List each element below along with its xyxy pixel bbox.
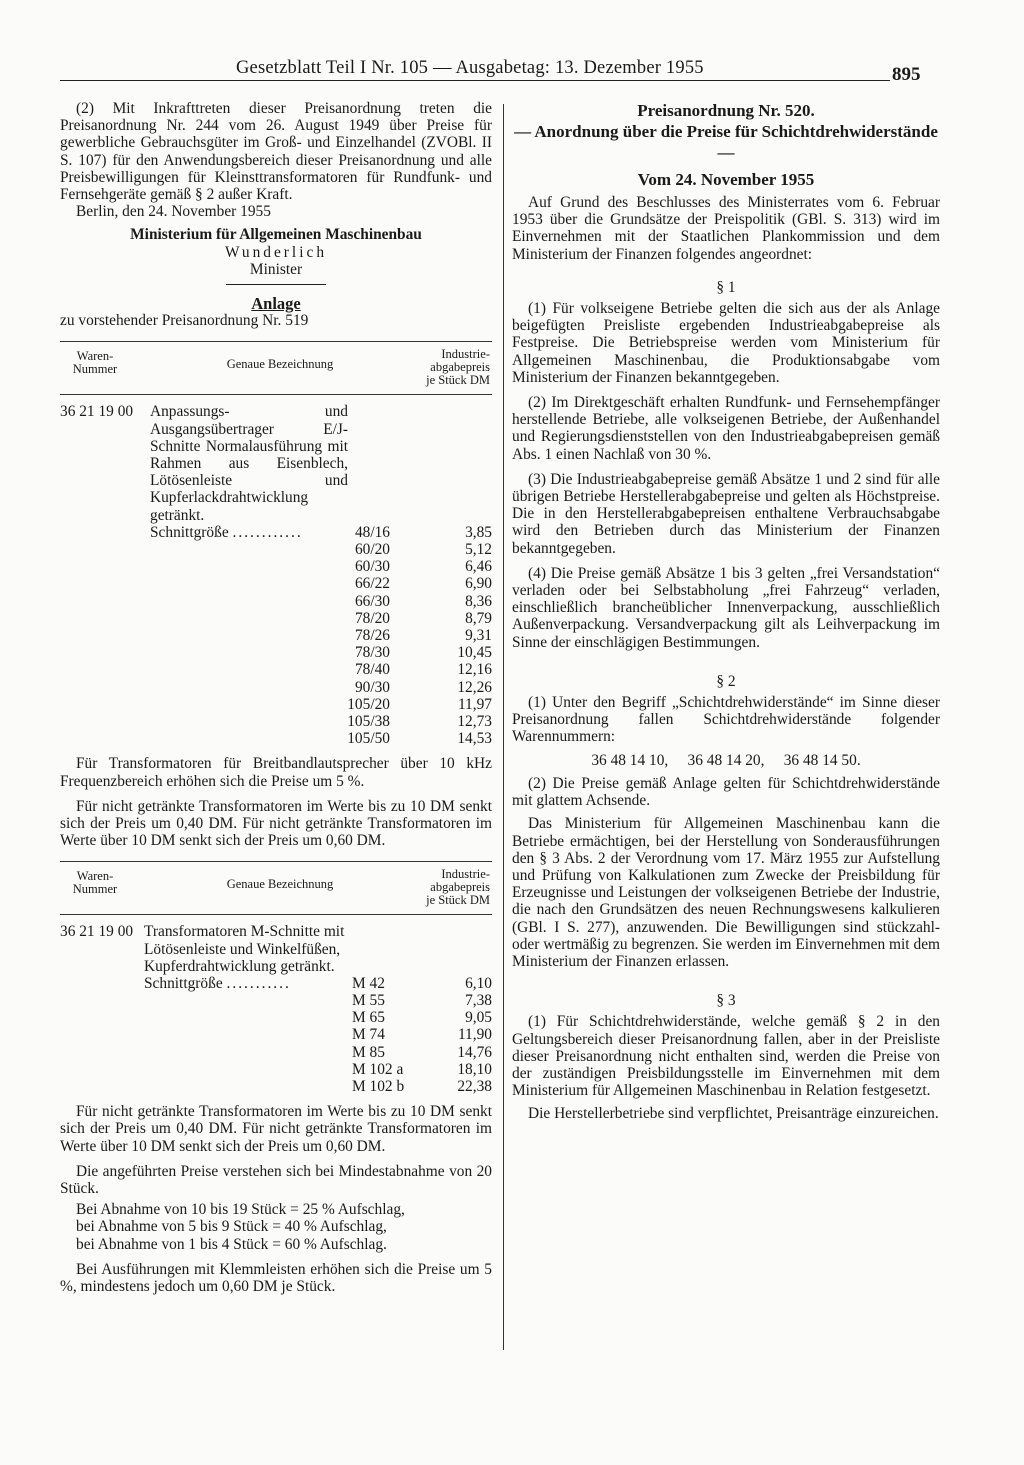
price-value: 14,53	[457, 730, 492, 748]
price-value: 5,12	[465, 541, 492, 559]
size-price-row	[60, 558, 492, 575]
size-value: M 55	[352, 992, 385, 1010]
size-price-row	[60, 661, 492, 678]
price-value: 8,79	[465, 609, 492, 627]
price-value: 10,45	[457, 644, 492, 662]
price-value: 9,31	[465, 626, 492, 644]
page-number: 895	[892, 64, 921, 85]
table2-item	[60, 923, 492, 975]
gazette-header-title: Gesetzblatt Teil I Nr. 105 — Ausgabetag: 13. Dezember 1955	[236, 58, 704, 78]
size-price-row	[60, 992, 492, 1009]
note-untreated-1: Für nicht getränkte Transformatoren im Werte bis zu 10 DM senkt sich der Preis um 0,40 DM. Für nicht getränkte Transformatoren im Werte über 10 DM senkt sich der Preis um 0,60 DM.	[60, 797, 492, 850]
size-value: M 102 a	[352, 1060, 404, 1078]
size-value: 78/30	[354, 644, 390, 662]
place-date: Berlin, den 24. November 1955	[76, 203, 271, 221]
price-value: 8,36	[465, 592, 492, 610]
section-2-para-1: (1) Unter den Begriff „Schichtdrehwiderstände“ im Sinne dieser Preisanordnung fallen Schichtdrehwiderstände folgender Warennummern:	[512, 694, 940, 746]
section-1-para-3: (3) Die Industrieabgabepreise gemäß Absätze 1 und 2 sind für alle übrigen Betriebe Herstellerabgabepreise und gelten als Höchstpreise. Die in den Herstellerabgabepreisen enthaltene Verbrauchsabgabe wird den Betrieben durch das Ministerium der Finanzen bekanntgegeben.	[512, 470, 940, 557]
surcharge-line: Bei Abnahme von 10 bis 19 Stück = 25 % Aufschlag,	[76, 1201, 405, 1219]
size-price-row	[60, 1078, 492, 1095]
size-price-row	[60, 730, 492, 747]
size-price-row	[60, 1026, 492, 1043]
price-value: 11,90	[457, 1026, 492, 1044]
price-value: 12,26	[457, 678, 492, 696]
note-untreated-2: Für nicht getränkte Transformatoren im Werte bis zu 10 DM senkt sich der Preis um 0,40 DM. Für nicht getränkte Transformatoren im Werte über 10 DM senkt sich der Preis um 0,60 DM.	[60, 1103, 492, 1155]
section-2-para-2: (2) Die Preise gemäß Anlage gelten für Schichtdrehwiderstände mit glattem Achsende.	[512, 774, 940, 810]
surcharge-line: bei Abnahme von 1 bis 4 Stück = 60 % Aufschlag.	[76, 1235, 387, 1253]
size-price-row	[60, 644, 492, 661]
price-value: 6,10	[465, 974, 492, 992]
section-1-heading: § 1	[716, 278, 736, 296]
size-price-row	[60, 1044, 492, 1061]
size-value: M 42	[352, 974, 385, 992]
item-description: Anpassungs- und Ausgangsübertrager E/J-Schnitte Normalausführung mit Rahmen aus Eisenblech, Lötösenleiste und Kupferlackdrahtwicklung getränkt.	[150, 403, 348, 524]
signature-rule	[226, 284, 326, 285]
table2-size-list	[60, 975, 492, 1095]
section-1-para-4: (4) Die Preise gemäß Absätze 1 bis 3 gelten „frei Versandstation“ verladen oder bei Selbstabholung „frei Fahrzeug“ verladen, einschließlich brancheüblicher Innenverpackung, ausschließlich Außenverpackung. Versandverpackung gilt als Leihverpackung im Sinne der einschlägigen Bestimmungen.	[512, 564, 940, 651]
right-column	[512, 100, 940, 1123]
size-value: 78/40	[354, 661, 390, 679]
section-2-heading: § 2	[716, 672, 736, 690]
col-header-description: Genaue Bezeichnung	[226, 357, 334, 372]
size-value: M 102 b	[352, 1078, 405, 1096]
section-3-para-2: Die Herstellerbetriebe sind verpflichtet, Preisanträge einzureichen.	[528, 1105, 939, 1123]
paragraph-2: (2) Mit Inkrafttreten dieser Preisanordnung treten die Preisanordnung Nr. 244 vom 26. August 1949 über Preise für gewerbliche Gebrauchsgüter im Groß- und Einzelhandel (ZVOBl. II S. 107) für den Anwendungsbereich dieser Preisanordnung und alle Preisbewilligungen für Kleinsttransformatoren für Rundfunk- und Fernsehgeräte gemäß § 2 außer Kraft.	[60, 100, 492, 204]
size-price-row	[60, 1009, 492, 1026]
size-value: 105/20	[347, 695, 390, 713]
section-3-heading: § 3	[716, 992, 736, 1010]
size-value: 48/16	[354, 523, 390, 541]
item-number: 36 21 19 00	[60, 923, 134, 941]
item-description: Transformatoren M-Schnitte mit Lötösenleiste und Winkelfüßen, Kupferdrahtwicklung getränkt.	[144, 923, 345, 975]
section-2-para-3: Das Ministerium für Allgemeinen Maschinenbau kann die Betriebe ermächtigen, bei der Herstellung von Sonderausführungen den § 3 Abs. 2 der Verordnung vom 17. März 1955 zur Aufstellung und Prüfung von Kalkulationen zum Zwecke der Preisbildung für Erzeugnisse und Leistungen der volkseigenen Betriebe der Industrie, die nach den Grundsätzen des neuen Rechnungswesens kalkulieren (GBl. I S. 277), anzuwenden. Die Bewilligungen sind stückzahl- oder wertmäßig zu begrenzen. Sie werden im Einvernehmen mit dem Ministerium der Finanzen erlassen.	[512, 815, 940, 970]
item-number: 36 21 19 00	[60, 403, 134, 421]
size-price-row	[60, 713, 492, 730]
price-value: 6,46	[465, 558, 492, 576]
size-label: Schnittgröße ............	[150, 523, 303, 541]
size-value: 66/30	[354, 592, 390, 610]
signer-name: Wunderlich	[224, 243, 328, 261]
surcharge-line: bei Abnahme von 5 bis 9 Stück = 40 % Aufschlag,	[76, 1218, 387, 1236]
price-value: 12,16	[457, 661, 492, 679]
header-rule	[60, 80, 890, 81]
col-header-price: Industrie- abgabepreis je Stück DM	[426, 867, 490, 908]
size-value: 78/26	[354, 626, 390, 644]
section-2-item-numbers: 36 48 14 10, 36 48 14 20, 36 48 14 50.	[591, 751, 861, 769]
col-header-description: Genaue Bezeichnung	[226, 877, 334, 892]
left-column	[60, 100, 492, 1295]
ministry-name: Ministerium für Allgemeinen Maschinenbau	[130, 226, 422, 244]
size-value: 78/20	[354, 609, 390, 627]
table2-header	[60, 862, 492, 914]
size-value: 105/50	[347, 730, 390, 748]
section-3-para-1: (1) Für Schichtdrehwiderstände, welche gemäß § 2 in den Geltungsbereich dieser Preisanordnung fallen, aber in der Preisliste dieser Preisanordnung nicht enthalten sind, werden die Preise von der zuständigen Preisbildungsstelle im Einvernehmen mit dem Ministerium für Allgemeinen Maschinenbau in Relation festgesetzt.	[512, 1013, 940, 1100]
size-price-row	[60, 627, 492, 644]
note-klemmleisten: Bei Ausführungen mit Klemmleisten erhöhen sich die Preise um 5 %, mindestens jedoch um 0,60 DM je Stück.	[60, 1260, 492, 1296]
size-value: 60/30	[354, 558, 390, 576]
section-1-para-2: (2) Im Direktgeschäft erhalten Rundfunk- und Fernsehempfänger herstellende Betriebe, alle volkseigenen Betriebe, der Außenhandel und Regierungsdienststellen von den Industrieabgabepreisen gemäß Abs. 1 einen Nachlaß von 30 %.	[512, 394, 940, 463]
size-price-row	[60, 679, 492, 696]
price-value: 12,73	[457, 712, 492, 730]
price-value: 11,97	[457, 695, 492, 713]
size-label: Schnittgröße ...........	[144, 974, 291, 992]
anlage-subtitle: zu vorstehender Preisanordnung Nr. 519	[60, 312, 309, 330]
size-value: 66/22	[354, 575, 390, 593]
size-price-row	[60, 696, 492, 713]
size-value: M 85	[352, 1043, 385, 1061]
size-price-row	[60, 1061, 492, 1078]
price-value: 9,05	[465, 1009, 492, 1027]
table1-size-list	[60, 524, 492, 747]
table1-item	[60, 403, 492, 523]
table1-header	[60, 342, 492, 394]
size-value: 60/20	[354, 541, 390, 559]
price-value: 7,38	[465, 992, 492, 1010]
surcharge-list	[60, 1201, 492, 1253]
signer-title: Minister	[249, 260, 303, 278]
page-header	[60, 56, 960, 86]
size-price-row	[60, 610, 492, 627]
price-value: 14,76	[457, 1043, 492, 1061]
anlage-heading: Anlage	[251, 294, 301, 314]
price-value: 6,90	[465, 575, 492, 593]
size-value: M 74	[352, 1026, 385, 1044]
size-value: 90/30	[354, 678, 390, 696]
size-value: 105/38	[347, 712, 390, 730]
column-divider	[503, 104, 504, 1350]
ordinance-number: Preisanordnung Nr. 520.	[637, 101, 815, 120]
note-minimum: Die angeführten Preise verstehen sich bei Mindestabnahme von 20 Stück.	[60, 1162, 492, 1198]
ordinance-title: — Anordnung über die Preise für Schichtdrehwiderstände —	[514, 122, 938, 162]
col-header-number: Waren- Nummer	[72, 349, 118, 377]
price-value: 18,10	[457, 1060, 492, 1078]
price-value: 22,38	[457, 1078, 492, 1096]
size-value: M 65	[352, 1009, 385, 1027]
size-price-row	[60, 575, 492, 592]
col-header-number: Waren- Nummer	[72, 869, 118, 897]
ordinance-date: Vom 24. November 1955	[637, 170, 815, 189]
section-1-para-1: (1) Für volkseigene Betriebe gelten die sich aus der als Anlage beigefügten Preisliste ergebenden Industrieabgabepreise als Festpreise. Die Betriebspreise werden vom Ministerium für Allgemeinen Maschinenbau, die Produktionsabgabe vom Ministerium der Finanzen bekanntgegeben.	[512, 300, 940, 386]
size-price-row	[60, 593, 492, 610]
note-breitband: Für Transformatoren für Breitbandlautsprecher über 10 kHz Frequenzbereich erhöhen sich die Preise um 5 %.	[60, 755, 492, 790]
col-header-price: Industrie- abgabepreis je Stück DM	[426, 347, 490, 388]
intro-paragraph: Auf Grund des Beschlusses des Ministerrates vom 6. Februar 1953 über die Grundsätze der Preispolitik (GBl. S. 313) wird im Einvernehmen mit der Staatlichen Plankommission und dem Ministerium der Finanzen folgendes angeordnet:	[512, 194, 940, 263]
size-price-row	[60, 541, 492, 558]
price-value: 3,85	[465, 523, 492, 541]
